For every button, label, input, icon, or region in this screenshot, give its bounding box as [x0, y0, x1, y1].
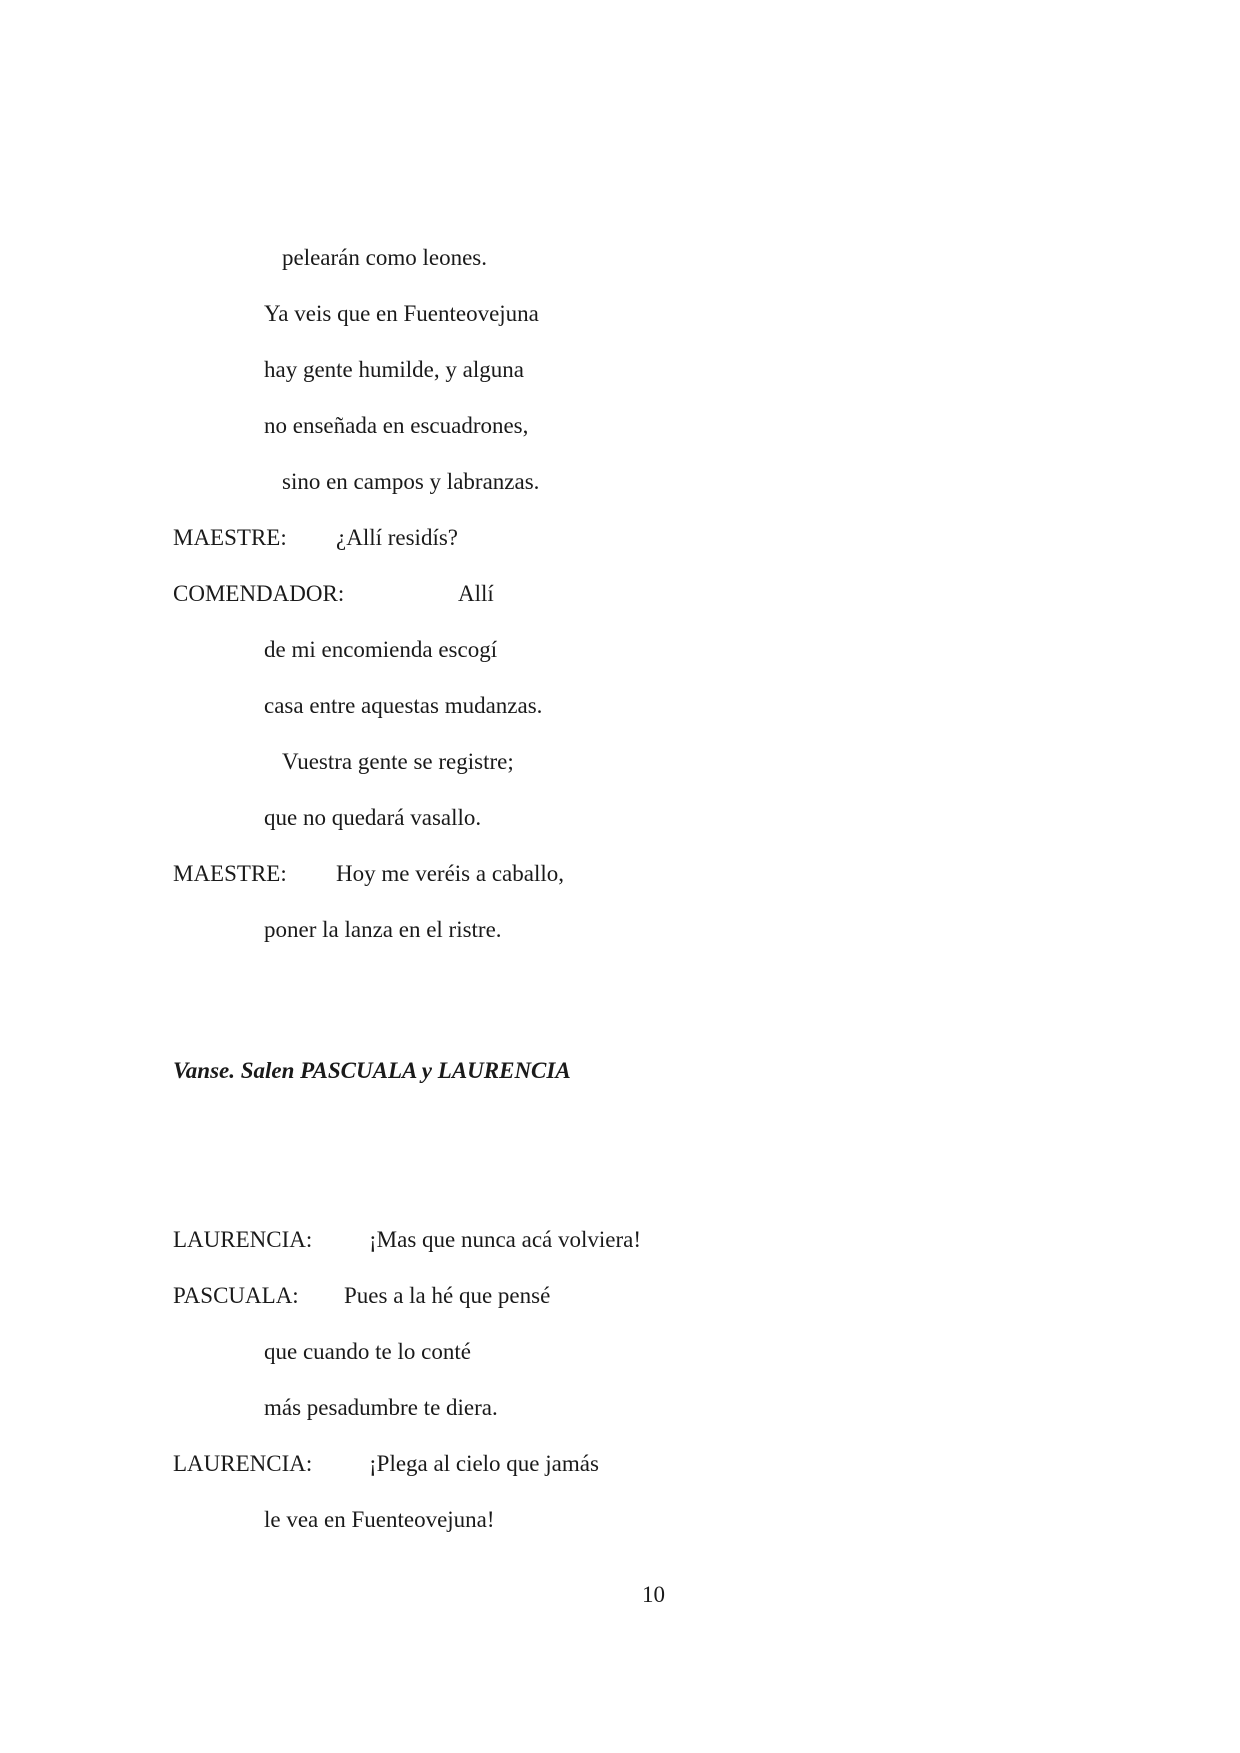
- speaker-name: MAESTRE:: [173, 861, 287, 886]
- verse-line: poner la lanza en el ristre.: [264, 917, 502, 942]
- verse-line: sino en campos y labranzas.: [282, 469, 540, 494]
- speaker-name: COMENDADOR:: [173, 581, 345, 606]
- speaker-name: LAURENCIA:: [173, 1227, 313, 1252]
- verse-line: Ya veis que en Fuenteovejuna: [264, 301, 539, 326]
- verse-line: pelearán como leones.: [282, 245, 487, 270]
- verse-line: no enseñada en escuadrones,: [264, 413, 529, 438]
- speaker-name: MAESTRE:: [173, 525, 287, 550]
- verse-line: ¡Plega al cielo que jamás: [369, 1451, 599, 1476]
- verse-line: Hoy me veréis a caballo,: [336, 861, 564, 886]
- speaker-name: PASCUALA:: [173, 1283, 299, 1308]
- verse-line: Allí: [458, 581, 494, 606]
- verse-line: casa entre aquestas mudanzas.: [264, 693, 543, 718]
- verse-line: ¿Allí residís?: [336, 525, 458, 550]
- verse-line: hay gente humilde, y alguna: [264, 357, 524, 382]
- verse-line: ¡Mas que nunca acá volviera!: [369, 1227, 642, 1252]
- verse-line: más pesadumbre te diera.: [264, 1395, 498, 1420]
- verse-line: que cuando te lo conté: [264, 1339, 471, 1364]
- speaker-name: LAURENCIA:: [173, 1451, 313, 1476]
- page-number: 10: [642, 1582, 665, 1607]
- verse-line: Vuestra gente se registre;: [282, 749, 514, 774]
- verse-line: que no quedará vasallo.: [264, 805, 482, 830]
- verse-line: de mi encomienda escogí: [264, 637, 498, 662]
- stage-direction: Vanse. Salen PASCUALA y LAURENCIA: [173, 1058, 571, 1083]
- verse-line: le vea en Fuenteovejuna!: [264, 1507, 495, 1532]
- verse-line: Pues a la hé que pensé: [344, 1283, 551, 1308]
